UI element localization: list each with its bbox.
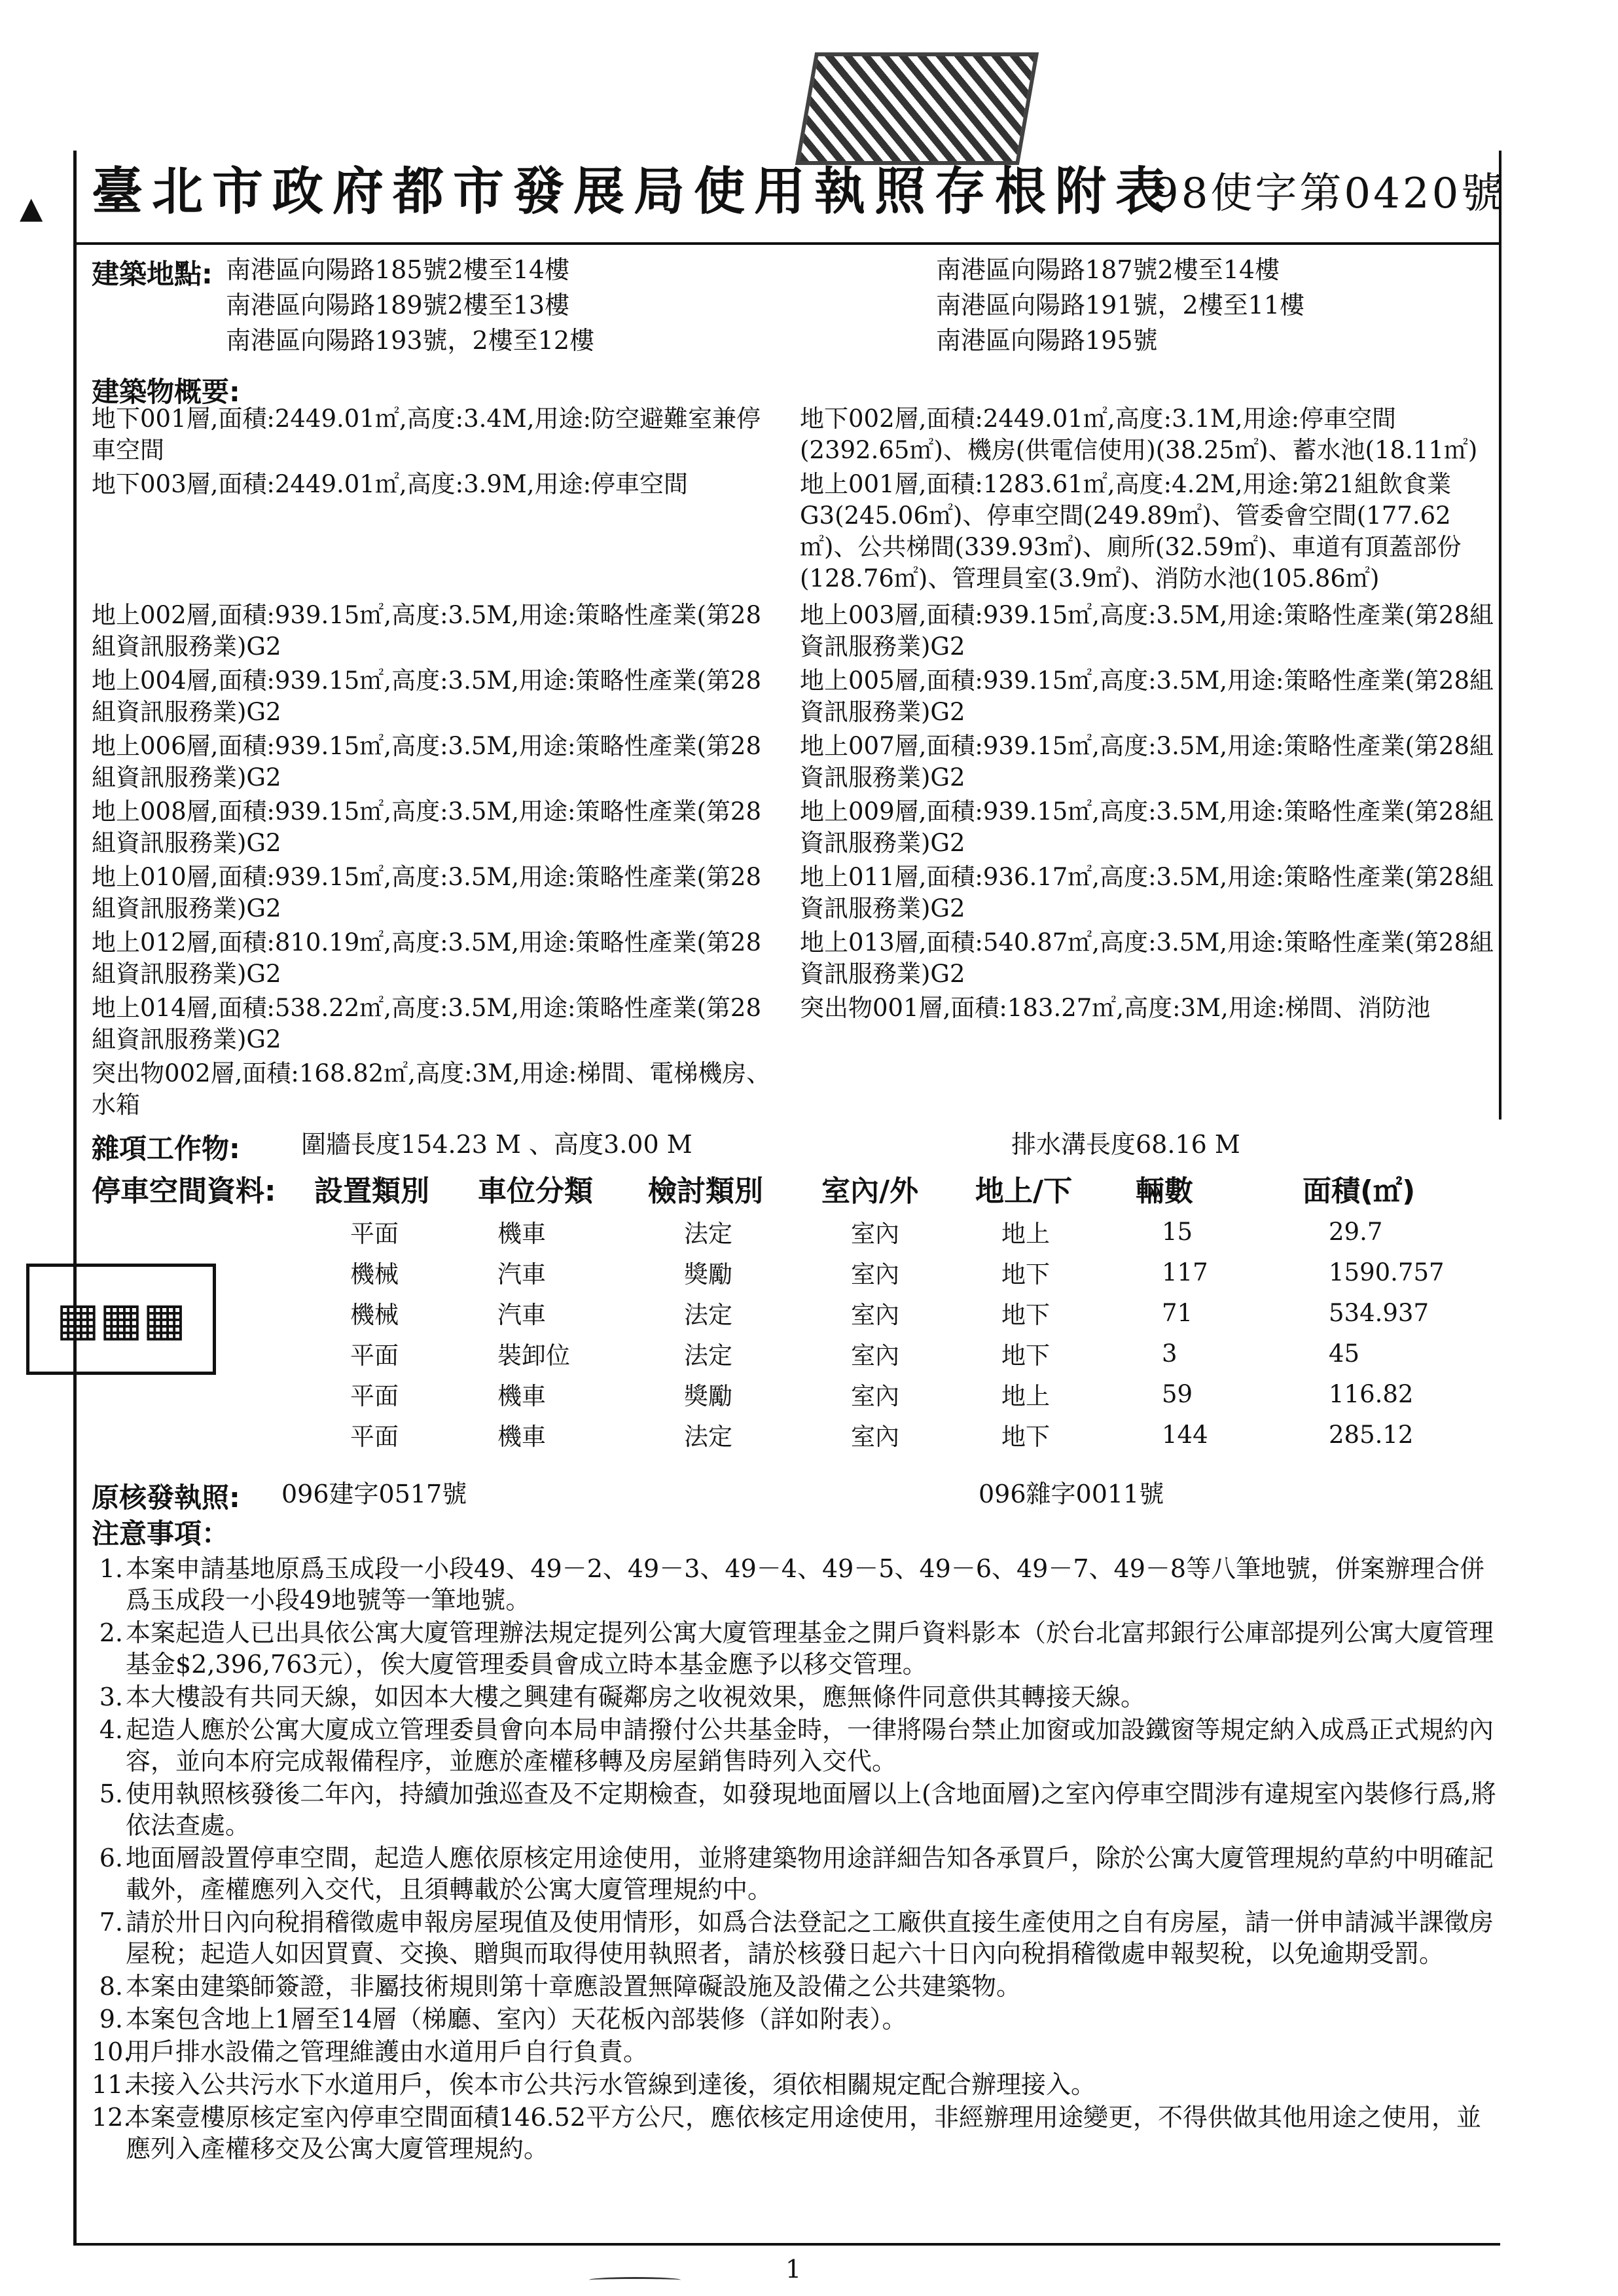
table-cell: 室內 — [851, 1301, 899, 1329]
address-item: 南港區向陽路187號2樓至14樓 — [936, 255, 1280, 284]
table-cell: 機車 — [497, 1220, 546, 1248]
notes-list — [92, 1553, 1505, 2166]
parking-header-row — [92, 1165, 1499, 1211]
address-item: 南港區向陽路189號2樓至13樓 — [226, 291, 570, 319]
floor-entry: 地上006層,面積:939.15㎡,高度:3.5M,用途:策略性產業(第28組資訊服務業)G2 — [92, 732, 762, 792]
list-item: 12. 本案壹樓原核定室內停車空間面積146.52平方公尺，應依核定用途使用，非經辦理用途變更，不得供做其他用途之使用，並應列入產權移交及公寓大廈管理規約。 — [92, 2102, 1505, 2164]
floor-entry: 地上004層,面積:939.15㎡,高度:3.5M,用途:策略性產業(第28組資訊服務業)G2 — [92, 666, 762, 726]
note-text: 本案起造人已出具依公寓大廈管理辦法規定提列公寓大廈管理基金之開戶資料影本（於台北富邦銀行公庫部提列公寓大廈管理基金$2,396,763元），俟大廈管理委員會成立時本基金應予以移交管理。 — [126, 1618, 1494, 1679]
table-cell: 室內 — [851, 1220, 899, 1248]
table-cell: 裝卸位 — [497, 1341, 570, 1370]
table-cell: 平面 — [350, 1341, 399, 1370]
list-item: 10. 用戶排水設備之管理維護由水道用戶自行負責。 — [92, 2036, 1505, 2068]
table-cell: 機械 — [350, 1301, 399, 1329]
note-text: 本案包含地上1層至14層（梯廳、室內）天花板內部裝修（詳如附表）。 — [126, 2005, 907, 2033]
table-row — [92, 1211, 1499, 1252]
floor-entry: 地上002層,面積:939.15㎡,高度:3.5M,用途:策略性產業(第28組資訊服務業)G2 — [92, 601, 762, 661]
table-cell: 45 — [1329, 1339, 1360, 1368]
table-cell: 機車 — [497, 1423, 546, 1451]
document-title: 臺北市政府都市發展局使用執照存根附表 — [92, 162, 1176, 221]
table-cell: 15 — [1162, 1217, 1193, 1246]
column-header: 地上/下 — [975, 1175, 1073, 1208]
list-item: 1. 本案申請基地原爲玉成段一小段49、49－2、49－3、49－4、49－5、49－6、49－7、49－8等八筆地號，併案辦理合併爲玉成段一小段49地號等一筆地號。 — [92, 1553, 1505, 1616]
table-cell: 機械 — [350, 1260, 399, 1288]
floor-entry: 地上001層,面積:1283.61㎡,高度:4.2M,用途:第21組飲食業G3(245.06㎡)、停車空間(249.89㎡)、管委會空間(177.62㎡)、公共梯間(339.93㎡)、廁所(32.59㎡)、車道有頂蓋部份(128.76㎡)、管理員室(3.9㎡)、消防水池(105.86㎡) — [800, 470, 1462, 592]
table-cell: 室內 — [851, 1382, 899, 1410]
table-cell: 平面 — [350, 1423, 399, 1451]
table-cell: 1590.757 — [1329, 1258, 1445, 1286]
note-text: 使用執照核發後二年內，持續加強巡查及不定期檢查，如發現地面層以上(含地面層)之室內停車空間涉有違規室內裝修行爲,將依法查處。 — [126, 1779, 1496, 1840]
note-text: 本案壹樓原核定室內停車空間面積146.52平方公尺，應依核定用途使用，非經辦理用途變更，不得供做其他用途之使用，並應列入產權移交及公寓大廈管理規約。 — [126, 2103, 1481, 2163]
note-text: 未接入公共污水下水道用戶，俟本市公共污水管線到達後，須依相關規定配合辦理接入。 — [126, 2070, 1096, 2099]
table-cell: 71 — [1162, 1298, 1193, 1327]
address-item: 南港區向陽路185號2樓至14樓 — [226, 255, 570, 284]
address-item: 南港區向陽路193號，2樓至12樓 — [226, 326, 595, 355]
table-cell: 144 — [1162, 1420, 1208, 1449]
note-text: 請於卅日內向稅捐稽徵處申報房屋現值及使用情形，如爲合法登記之工廠供直接生產使用之自有房屋，請一併申請減半課徵房屋稅；起造人如因買賣、交換、贈與而取得使用執照者，請於核發日起六十日內向稅捐稽徵處申報契稅，以免逾期受罰。 — [126, 1908, 1494, 1968]
table-cell: 機車 — [497, 1382, 546, 1410]
left-side-seal-stamp: ▦▦▦ — [26, 1264, 216, 1375]
floor-entry: 地上007層,面積:939.15㎡,高度:3.5M,用途:策略性產業(第28組資訊服務業)G2 — [800, 732, 1494, 792]
floor-entry: 地上013層,面積:540.87㎡,高度:3.5M,用途:策略性產業(第28組資訊服務業)G2 — [800, 928, 1494, 988]
address-item: 南港區向陽路191號，2樓至11樓 — [936, 291, 1305, 319]
table-row — [92, 1414, 1499, 1455]
floor-entry: 地上011層,面積:936.17㎡,高度:3.5M,用途:策略性產業(第28組資訊服務業)G2 — [800, 863, 1494, 922]
left-border-line — [73, 151, 77, 2246]
table-row — [92, 1333, 1499, 1374]
top-seal-stamp — [795, 52, 1039, 165]
document-number: 98使字第0420號 — [1152, 170, 1506, 218]
floor-entry: 地上005層,面積:939.15㎡,高度:3.5M,用途:策略性產業(第28組資訊服務業)G2 — [800, 666, 1494, 726]
original-permit-misc: 096雜字0011號 — [979, 1480, 1164, 1508]
note-text: 本案申請基地原爲玉成段一小段49、49－2、49－3、49－4、49－5、49－6、49－7、49－8等八筆地號，併案辦理合併爲玉成段一小段49地號等一筆地號。 — [126, 1554, 1485, 1614]
column-header: 室內/外 — [821, 1175, 919, 1208]
floor-entry: 地上003層,面積:939.15㎡,高度:3.5M,用途:策略性產業(第28組資訊服務業)G2 — [800, 601, 1494, 661]
right-border-line — [1499, 151, 1501, 1120]
table-cell: 室內 — [851, 1260, 899, 1288]
table-cell: 285.12 — [1329, 1420, 1414, 1449]
list-item: 4. 起造人應於公寓大廈成立管理委員會向本局申請撥付公共基金時，一律將陽台禁止加窗或加設鐵窗等規定納入成爲正式規約內容，並向本府完成報備程序，並應於產權移轉及房屋銷售時列入交代。 — [92, 1714, 1505, 1777]
column-header: 車位分類 — [478, 1175, 593, 1208]
note-text: 用戶排水設備之管理維護由水道用戶自行負責。 — [126, 2037, 649, 2066]
table-cell: 3 — [1162, 1339, 1178, 1368]
note-text: 起造人應於公寓大廈成立管理委員會向本局申請撥付公共基金時，一律將陽台禁止加窗或加設鐵窗等規定納入成爲正式規約內容，並向本府完成報備程序，並應於產權移轉及房屋銷售時列入交代。 — [126, 1715, 1494, 1776]
table-cell: 116.82 — [1329, 1379, 1414, 1408]
misc-works-drain: 排水溝長度68.16 M — [1011, 1130, 1240, 1159]
table-cell: 獎勵 — [684, 1260, 732, 1288]
table-row — [92, 1292, 1499, 1333]
list-item: 8. 本案由建築師簽證，非屬技術規則第十章應設置無障礙設施及設備之公共建築物。 — [92, 1971, 1505, 2002]
list-item: 7. 請於卅日內向稅捐稽徵處申報房屋現值及使用情形，如爲合法登記之工廠供直接生產使用之自有房屋，請一併申請減半課徵房屋稅；起造人如因買賣、交換、贈與而取得使用執照者，請於核發日起六十日內向稅捐稽徵處申報契稅，以免逾期受罰。 — [92, 1906, 1505, 1969]
table-cell: 117 — [1162, 1258, 1208, 1286]
table-cell: 59 — [1162, 1379, 1193, 1408]
table-row — [92, 1374, 1499, 1414]
table-cell: 地上 — [1001, 1382, 1050, 1410]
table-cell: 汽車 — [497, 1301, 546, 1329]
table-cell: 534.937 — [1329, 1298, 1429, 1327]
bottom-rule — [73, 2243, 1500, 2246]
note-text: 本大樓設有共同天線，如因本大樓之興建有礙鄰房之收視效果，應無條件同意供其轉接天線。 — [126, 1683, 1146, 1711]
floor-entry: 地上010層,面積:939.15㎡,高度:3.5M,用途:策略性產業(第28組資訊服務業)G2 — [92, 863, 762, 922]
list-item: 3. 本大樓設有共同天線，如因本大樓之興建有礙鄰房之收視效果，應無條件同意供其轉接天線。 — [92, 1681, 1505, 1713]
misc-works-label: 雜項工作物: — [92, 1133, 240, 1165]
parking-table — [92, 1165, 1499, 1455]
floor-entry: 地上012層,面積:810.19㎡,高度:3.5M,用途:策略性產業(第28組資訊服務業)G2 — [92, 928, 762, 988]
floor-entry: 地下001層,面積:2449.01㎡,高度:3.4M,用途:防空避難室兼停車空間 — [92, 405, 761, 464]
address-label: 建築地點: — [92, 258, 213, 290]
list-item: 6. 地面層設置停車空間，起造人應依原核定用途使用，並將建築物用途詳細告知各承買戶，除於公寓大廈管理規約草約中明確記載外，產權應列入交代，且須轉載於公寓大廈管理規約中。 — [92, 1842, 1505, 1905]
bottom-scribble-mark — [589, 2277, 681, 2283]
column-header: 輛數 — [1136, 1175, 1193, 1208]
table-cell: 地下 — [1001, 1341, 1050, 1370]
table-cell: 法定 — [684, 1341, 732, 1370]
list-item: 5. 使用執照核發後二年內，持續加強巡查及不定期檢查，如發現地面層以上(含地面層)之室內停車空間涉有違規室內裝修行爲,將依法查處。 — [92, 1778, 1505, 1841]
table-cell: 平面 — [350, 1220, 399, 1248]
table-cell: 室內 — [851, 1423, 899, 1451]
table-cell: 室內 — [851, 1341, 899, 1370]
table-cell: 29.7 — [1329, 1217, 1383, 1246]
table-row — [92, 1252, 1499, 1292]
original-permit-label: 原核發執照: — [92, 1482, 240, 1514]
table-cell: 汽車 — [497, 1260, 546, 1288]
misc-works-wall: 圍牆長度154.23 M 、高度3.00 M — [301, 1130, 692, 1159]
table-cell: 獎勵 — [684, 1382, 732, 1410]
floor-entry: 突出物002層,面積:168.82㎡,高度:3M,用途:梯間、電梯機房、水箱 — [92, 1059, 771, 1119]
table-cell: 法定 — [684, 1220, 732, 1248]
page-number: 1 — [785, 2255, 802, 2284]
column-header: 檢討類別 — [648, 1175, 763, 1208]
list-item: 9. 本案包含地上1層至14層（梯廳、室內）天花板內部裝修（詳如附表）。 — [92, 2003, 1505, 2035]
table-cell: 地下 — [1001, 1301, 1050, 1329]
notes-label: 注意事項： — [92, 1518, 230, 1550]
left-margin-mark: ▲ — [20, 190, 43, 225]
table-cell: 平面 — [350, 1382, 399, 1410]
floor-entry: 地下002層,面積:2449.01㎡,高度:3.1M,用途:停車空間(2392.65㎡)、機房(供電信使用)(38.25㎡)、蓄水池(18.11㎡) — [800, 405, 1478, 464]
floor-entry: 地下003層,面積:2449.01㎡,高度:3.9M,用途:停車空間 — [92, 470, 689, 498]
table-cell: 地下 — [1001, 1260, 1050, 1288]
original-permit-building: 096建字0517號 — [281, 1480, 467, 1508]
column-header: 面積(㎡) — [1303, 1175, 1416, 1208]
table-cell: 法定 — [684, 1301, 732, 1329]
note-text: 地面層設置停車空間，起造人應依原核定用途使用，並將建築物用途詳細告知各承買戶，除於公寓大廈管理規約草約中明確記載外，產權應列入交代，且須轉載於公寓大廈管理規約中。 — [126, 1844, 1494, 1904]
overview-label: 建築物概要: — [92, 376, 240, 408]
list-item: 2. 本案起造人已出具依公寓大廈管理辦法規定提列公寓大廈管理基金之開戶資料影本（於台北富邦銀行公庫部提列公寓大廈管理基金$2,396,763元），俟大廈管理委員會成立時本基金應予以移交管理。 — [92, 1617, 1505, 1680]
floor-entry: 地上008層,面積:939.15㎡,高度:3.5M,用途:策略性產業(第28組資訊服務業)G2 — [92, 797, 762, 857]
parking-label: 停車空間資料: — [92, 1175, 276, 1208]
column-header: 設置類別 — [314, 1175, 429, 1208]
table-cell: 地上 — [1001, 1220, 1050, 1248]
floor-entry: 地上009層,面積:939.15㎡,高度:3.5M,用途:策略性產業(第28組資訊服務業)G2 — [800, 797, 1494, 857]
floor-entry: 突出物001層,面積:183.27㎡,高度:3M,用途:梯間、消防池 — [800, 994, 1431, 1022]
top-rule — [73, 242, 1500, 245]
table-cell: 法定 — [684, 1423, 732, 1451]
note-text: 本案由建築師簽證，非屬技術規則第十章應設置無障礙設施及設備之公共建築物。 — [126, 1972, 1022, 2001]
table-cell: 地下 — [1001, 1423, 1050, 1451]
address-item: 南港區向陽路195號 — [936, 326, 1158, 355]
list-item: 11. 未接入公共污水下水道用戶，俟本市公共污水管線到達後，須依相關規定配合辦理接入。 — [92, 2069, 1505, 2100]
floor-entry: 地上014層,面積:538.22㎡,高度:3.5M,用途:策略性產業(第28組資訊服務業)G2 — [92, 994, 762, 1053]
